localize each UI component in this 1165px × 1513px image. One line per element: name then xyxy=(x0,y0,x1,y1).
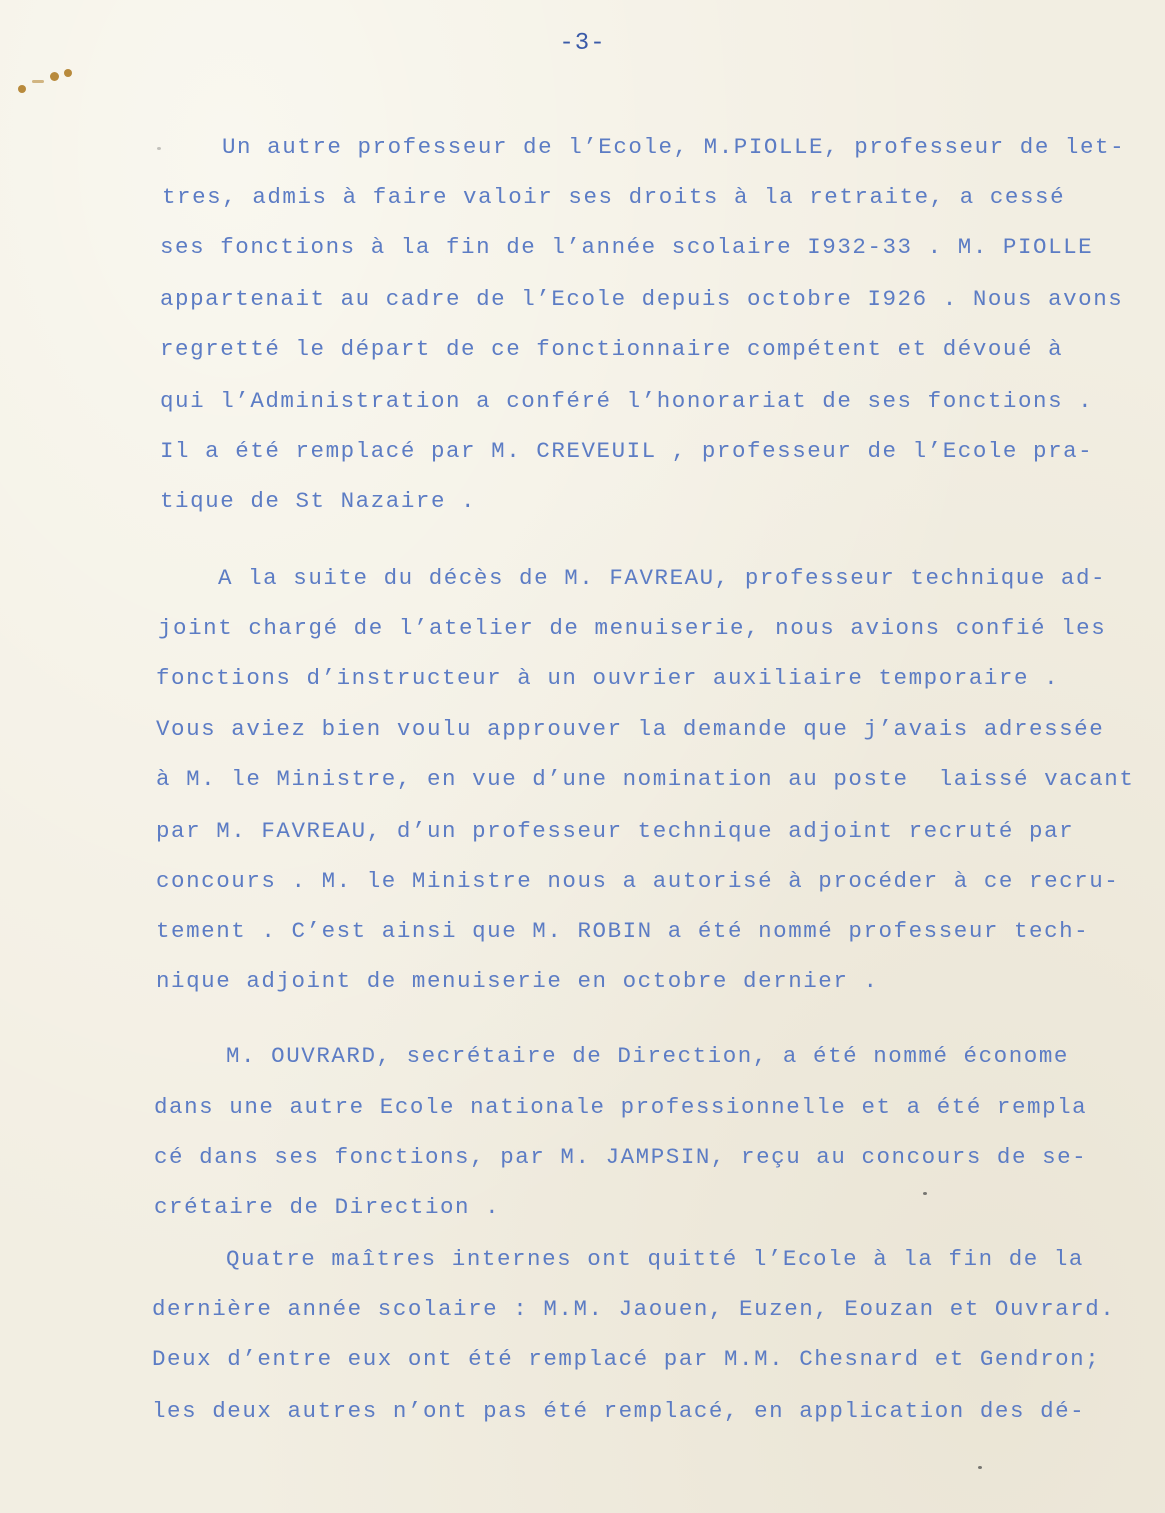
ink-stain-3 xyxy=(64,69,72,77)
text-line: appartenait au cadre de l’Ecole depuis octobre I926 . Nous avons xyxy=(160,286,1124,312)
text-line: nique adjoint de menuiserie en octobre dernier . xyxy=(156,968,879,994)
text-line: dans une autre Ecole nationale professionnelle et a été rempla xyxy=(154,1094,1088,1120)
text-line: cé dans ses fonctions, par M. JAMPSIN, reçu au concours de se- xyxy=(154,1144,1088,1170)
text-line: concours . M. le Ministre nous a autorisé à procéder à ce recru- xyxy=(156,868,1120,894)
text-line: Vous aviez bien voulu approuver la demande que j’avais adressée xyxy=(156,716,1105,742)
text-line: fonctions d’instructeur à un ouvrier auxiliaire temporaire . xyxy=(156,665,1060,691)
text-line: dernière année scolaire : M.M. Jaouen, Euzen, Eouzan et Ouvrard. xyxy=(152,1296,1116,1322)
text-line: Un autre professeur de l’Ecole, M.PIOLLE, professeur de let- xyxy=(222,134,1126,160)
text-line: joint chargé de l’atelier de menuiserie, nous avions confié les xyxy=(158,615,1107,641)
text-line: qui l’Administration a conféré l’honorariat de ses fonctions . xyxy=(160,388,1094,414)
paper-speck xyxy=(157,147,161,150)
paper-speck xyxy=(923,1192,927,1195)
text-line: Il a été remplacé par M. CREVEUIL , professeur de l’Ecole pra- xyxy=(160,438,1094,464)
text-line: crétaire de Direction . xyxy=(154,1194,501,1220)
text-line: M. OUVRARD, secrétaire de Direction, a été nommé économe xyxy=(226,1043,1069,1069)
text-line: les deux autres n’ont pas été remplacé, en application des dé- xyxy=(152,1398,1086,1424)
ink-stain-1 xyxy=(18,85,26,93)
text-line: ses fonctions à la fin de l’année scolaire I932-33 . M. PIOLLE xyxy=(160,234,1094,260)
ink-stain-2 xyxy=(50,72,59,81)
text-line: Quatre maîtres internes ont quitté l’Ecole à la fin de la xyxy=(226,1246,1084,1272)
text-line: à M. le Ministre, en vue d’une nomination au poste laissé vacant xyxy=(156,766,1135,792)
text-line: tement . C’est ainsi que M. ROBIN a été nommé professeur tech- xyxy=(156,918,1090,944)
page-number: -3- xyxy=(559,30,606,57)
text-line: tique de St Nazaire . xyxy=(160,488,477,514)
text-line: par M. FAVREAU, d’un professeur technique adjoint recruté par xyxy=(156,818,1075,844)
paper-speck xyxy=(978,1466,982,1469)
text-line: A la suite du décès de M. FAVREAU, professeur technique ad- xyxy=(218,565,1107,591)
text-line: Deux d’entre eux ont été remplacé par M.M. Chesnard et Gendron; xyxy=(152,1346,1101,1372)
ink-stain-4 xyxy=(32,80,44,83)
text-line: regretté le départ de ce fonctionnaire compétent et dévoué à xyxy=(160,336,1064,362)
text-line: tres, admis à faire valoir ses droits à la retraite, a cessé xyxy=(162,184,1066,210)
